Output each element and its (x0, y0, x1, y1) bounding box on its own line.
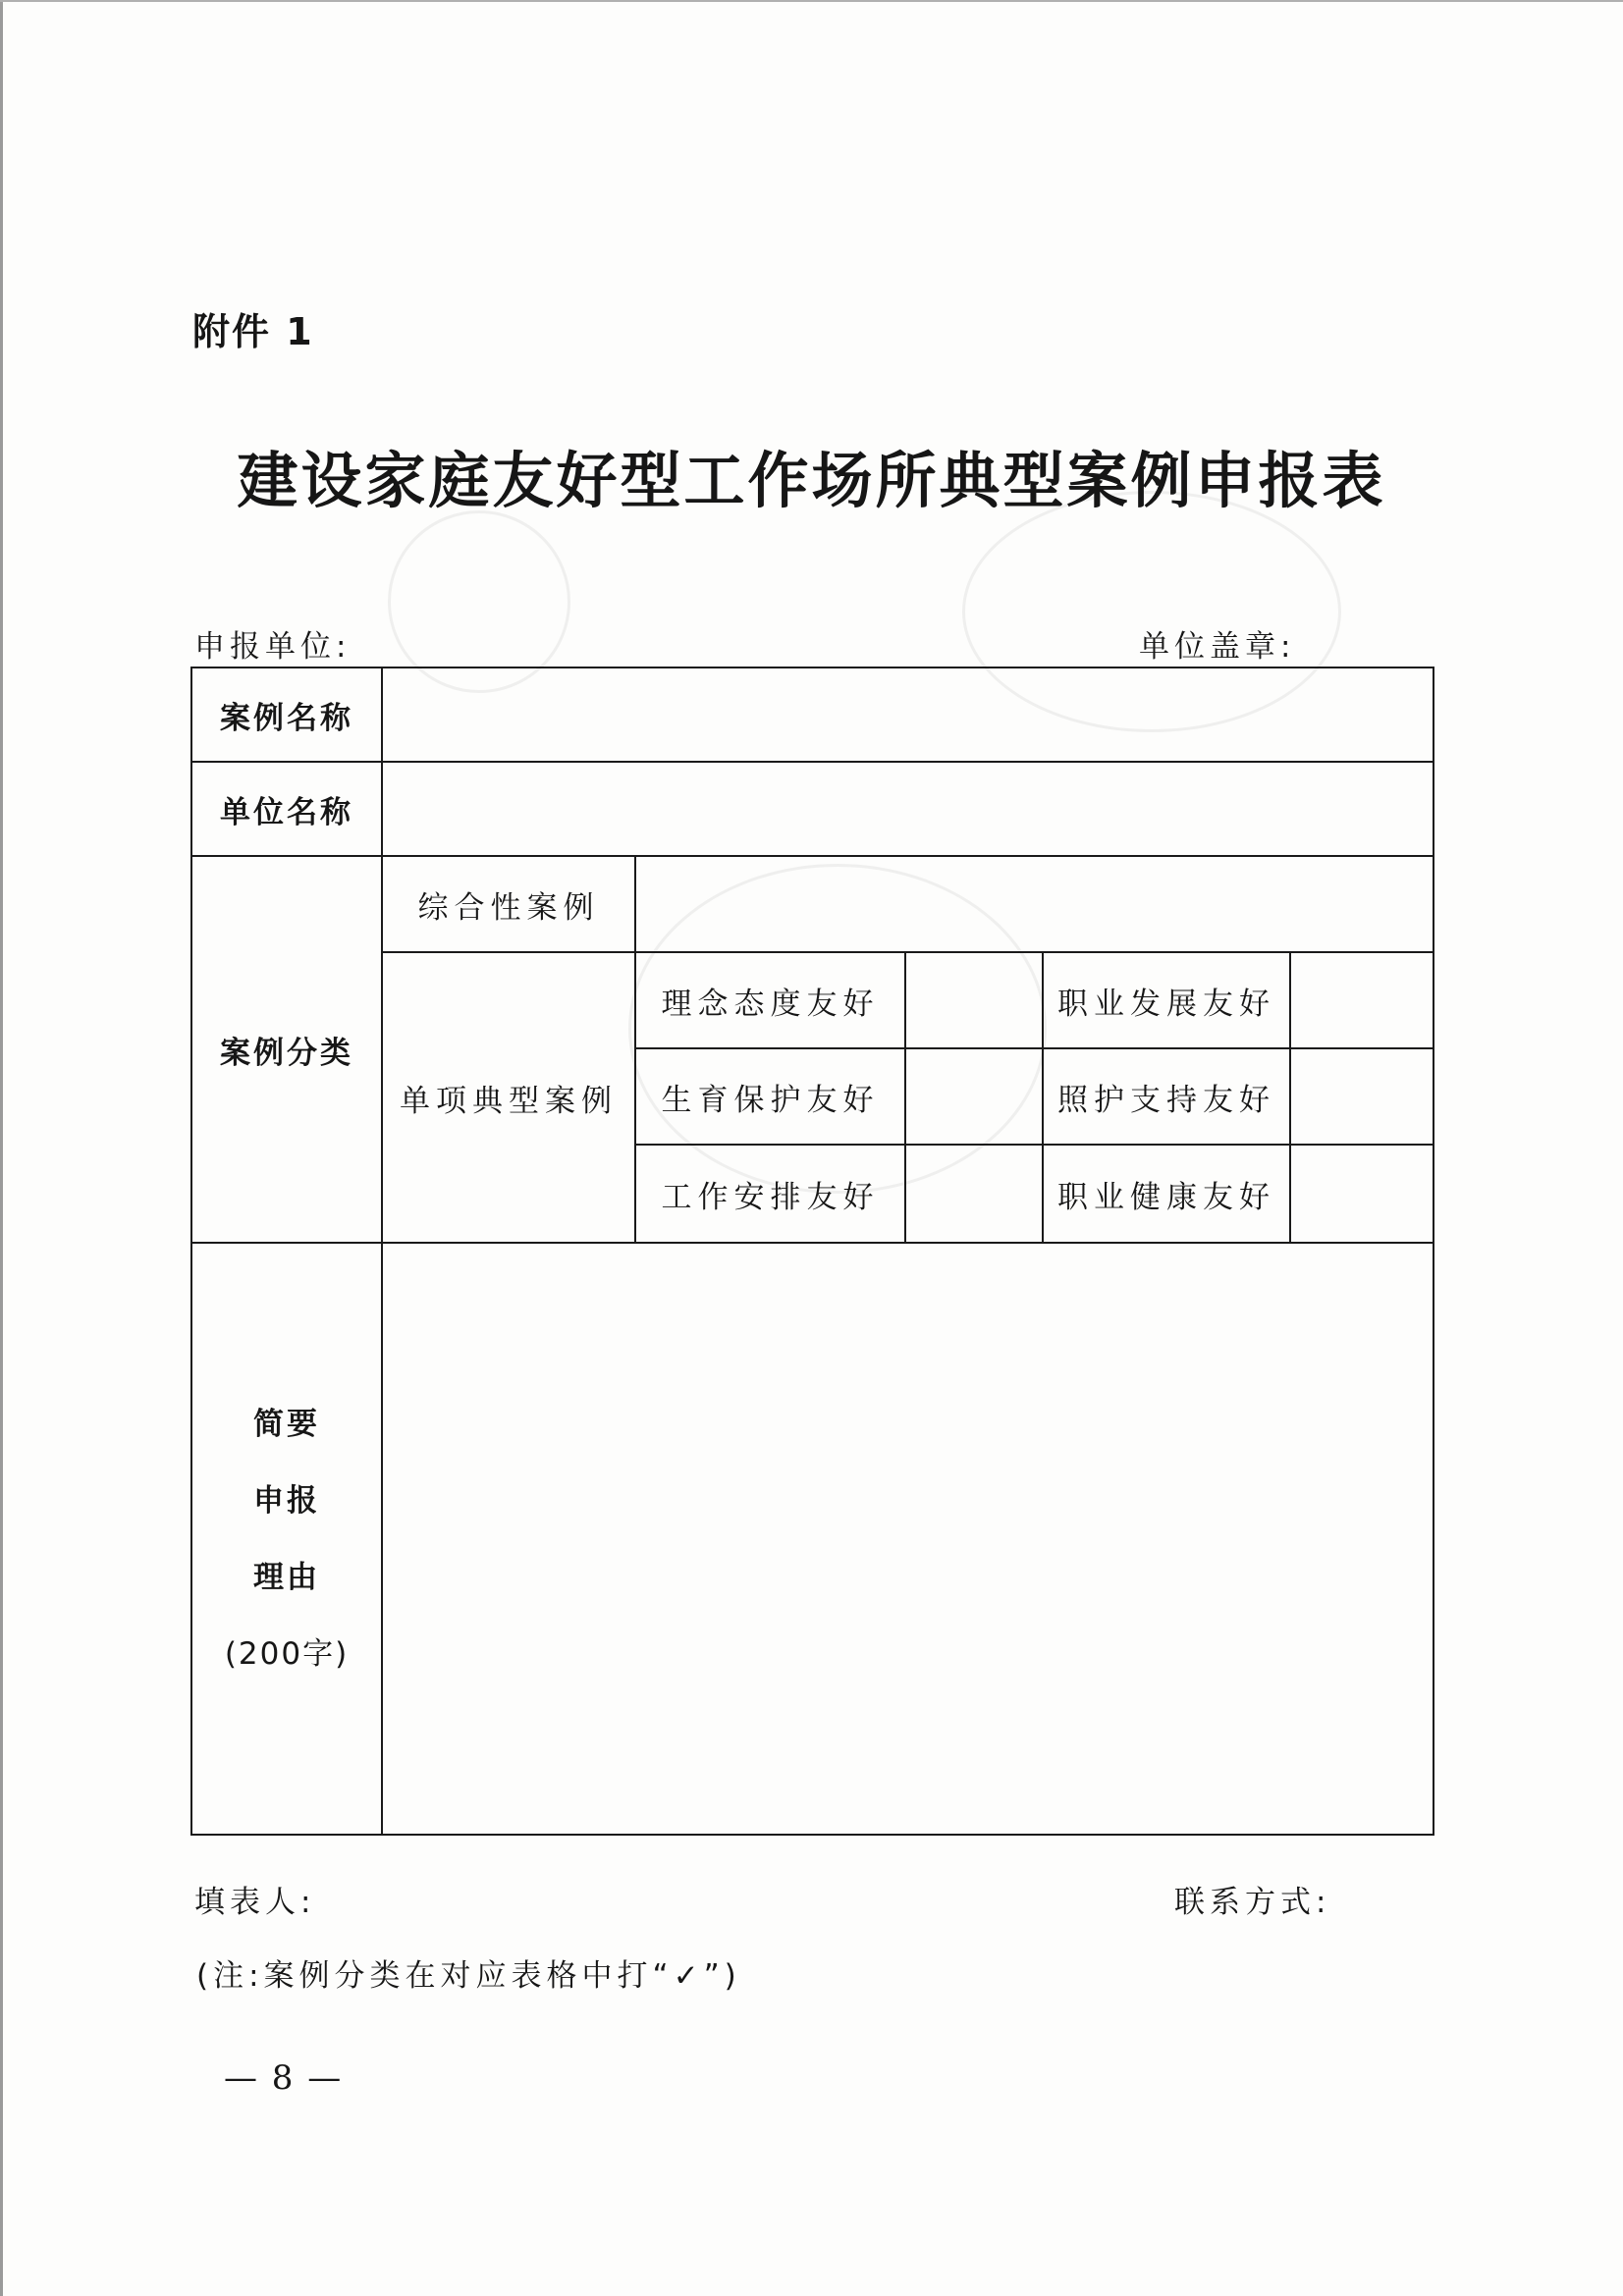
attachment-label: 附件 1 (192, 310, 314, 353)
unit-name-field[interactable] (382, 762, 1434, 856)
case-name-row (191, 667, 1434, 762)
option-occupational-health-checkbox[interactable] (1290, 1145, 1434, 1243)
comprehensive-case-checkbox[interactable] (635, 856, 1434, 952)
brief-reason-field[interactable] (382, 1243, 1434, 1835)
option-career-development-checkbox[interactable] (1290, 952, 1434, 1048)
scan-edge (0, 0, 3, 2296)
option-occupational-health-label: 职业健康友好 (1043, 1145, 1290, 1243)
brief-reason-label (191, 1243, 382, 1835)
category-note: (注:案例分类在对应表格中打“✓”) (196, 1958, 741, 1994)
page-number: — 8 — (224, 2058, 344, 2098)
case-name-field[interactable] (382, 667, 1434, 762)
option-work-arrangement-checkbox[interactable] (905, 1145, 1043, 1243)
scan-edge-top (0, 0, 1623, 2)
single-typical-case-label: 单项典型案例 (382, 952, 635, 1243)
contact-label: 联系方式: (1174, 1885, 1331, 1920)
unit-name-label: 单位名称 (191, 762, 382, 856)
option-career-development-label: 职业发展友好 (1043, 952, 1290, 1048)
comprehensive-case-label: 综合性案例 (382, 856, 635, 952)
case-category-label: 案例分类 (191, 856, 382, 1243)
reason-label-line-2: 申报 (253, 1482, 320, 1519)
option-work-arrangement-label: 工作安排友好 (635, 1145, 905, 1243)
brief-reason-row (191, 1243, 1434, 1835)
option-care-support-label: 照护支持友好 (1043, 1048, 1290, 1145)
option-philosophy-attitude-checkbox[interactable] (905, 952, 1043, 1048)
applicant-unit-label: 申报单位: (194, 629, 352, 665)
reason-word-limit: (200字) (224, 1635, 350, 1672)
option-care-support-checkbox[interactable] (1290, 1048, 1434, 1145)
case-name-label: 案例名称 (191, 667, 382, 762)
option-philosophy-attitude-label: 理念态度友好 (635, 952, 905, 1048)
comprehensive-case-row (191, 856, 1434, 952)
application-form-table (190, 667, 1434, 1836)
option-maternity-protection-checkbox[interactable] (905, 1048, 1043, 1145)
option-maternity-protection-label: 生育保护友好 (635, 1048, 905, 1145)
unit-name-row (191, 762, 1434, 856)
form-filler-label: 填表人: (194, 1885, 316, 1920)
reason-label-line-3: 理由 (253, 1559, 320, 1595)
unit-seal-label: 单位盖章: (1139, 629, 1296, 665)
reason-label-line-1: 简要 (253, 1406, 320, 1442)
page-title: 建设家庭友好型工作场所典型案例申报表 (237, 445, 1386, 516)
